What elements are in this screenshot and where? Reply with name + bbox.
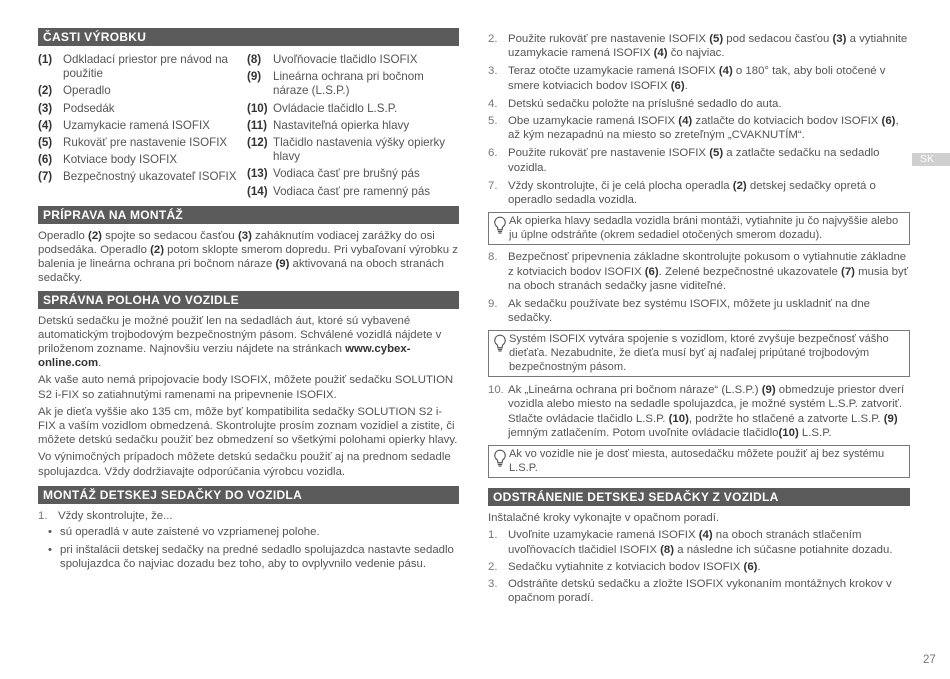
part-number: (5): [38, 136, 53, 150]
part-label: Vodiaca časť pre ramenný pás: [273, 184, 431, 198]
text: potom sklopte smerom dopredu. Pri vybaľovaní výrobku z balenia je lineárna ochrana pri bočnom náraze: [38, 244, 458, 271]
text: L.S.P.: [798, 426, 832, 439]
part-number: (10): [247, 101, 268, 115]
note-isofix: [488, 330, 910, 377]
install-step-5: [488, 114, 910, 142]
text: a vytiahnite uzamykacie ramená ISOFIX: [508, 33, 908, 60]
note-headrest: [488, 212, 910, 245]
text: Obe uzamykacie ramená ISOFIX: [508, 115, 679, 128]
step-text: [508, 250, 910, 293]
text: Teraz otočte uzamykacie ramená ISOFIX: [508, 65, 719, 78]
text: Použite rukoväť pre nastavenie ISOFIX: [508, 33, 710, 45]
text: . Zelené bezpečnostné ukazovatele: [658, 265, 842, 278]
ref: (5): [709, 147, 724, 160]
step-number: 2.: [488, 560, 498, 573]
part-label: Uzamykacie ramená ISOFIX: [63, 118, 210, 132]
position-heading: SPRÁVNA POLOHA VO VOZIDLE: [38, 291, 459, 309]
step-number: 10.: [488, 384, 504, 397]
install-step-10: [488, 383, 910, 440]
step-number: 1.: [488, 529, 498, 542]
text: Operadlo: [38, 229, 89, 242]
step-number: 8.: [488, 251, 498, 264]
install-bullet: [38, 543, 459, 571]
install-step-2: [488, 32, 910, 60]
text: detskej sedačky opretá o operadlo sedadla vozidla.: [508, 179, 876, 207]
step-text: [508, 64, 910, 92]
page-number: 27: [923, 654, 936, 666]
step-text: Detskú sedačku položte na príslušné sedadlo do auta.: [508, 97, 782, 110]
bullet-text: sú operadlá v aute zaistené vo vzpriamenej polohe.: [60, 526, 320, 539]
part-number: (13): [247, 167, 268, 181]
bullet-dot: •: [48, 544, 52, 557]
step-text: [508, 146, 910, 174]
part-number: (14): [247, 184, 268, 198]
part-item: [247, 70, 459, 98]
ref: (7): [841, 265, 855, 278]
step-text: Ak sedačku používate bez systému ISOFIX, môžete ju uskladniť na dne sedačky.: [508, 298, 870, 325]
part-number: (8): [247, 53, 262, 66]
lightbulb-icon: [491, 215, 509, 242]
parts-list-col1: [38, 53, 247, 199]
step-text: [508, 560, 910, 574]
text: Bezpečnosť pripevnenia základne skontrolujte pokusom o vytiahnutie základne z kotviacich bodov ISOFIX: [508, 251, 907, 278]
step-number: 5.: [488, 115, 498, 128]
step-number: 3.: [488, 578, 498, 591]
install-bullet: [38, 525, 459, 539]
ref: (6): [743, 560, 758, 573]
part-label: Rukoväť pre nastavenie ISOFIX: [63, 136, 228, 150]
ref: (10): [778, 426, 799, 439]
part-item: [247, 185, 459, 199]
text: zatlačte do kotviacich bodov ISOFIX: [692, 115, 882, 128]
part-item: [247, 167, 459, 181]
part-label: Operadlo: [63, 84, 111, 98]
left-column: [38, 28, 459, 572]
parts-heading: ČASTI VÝROBKU: [38, 28, 459, 46]
install-step-6: [488, 146, 910, 174]
text: jemným zatlačením. Potom uvoľnite ovládacie tlačidlo: [508, 426, 779, 439]
text: Uvoľnite uzamykacie ramená ISOFIX: [508, 529, 699, 542]
part-label: Uvoľňovacie tlačidlo ISOFIX: [273, 53, 418, 66]
part-label: Podsedák: [63, 101, 115, 115]
part-item: [38, 153, 247, 167]
ref: (5): [709, 33, 724, 45]
text: Ak „Lineárna ochrana pri bočnom náraze“ (L.S.P.): [508, 384, 762, 397]
position-paragraph-1: Detskú sedačku je možné použiť len na sedadlách áut, ktoré sú vybavené automatickým trojbodovým bezpečnostným pásom. Schválené vozidlá nájdete v priloženom zozname. Najnovšiu verziu nájdete na stránkach www.cybex-online.com.: [38, 314, 442, 370]
part-label: Kotviace body ISOFIX: [63, 153, 178, 167]
ref: (2): [732, 179, 747, 192]
ref: (6): [644, 265, 659, 278]
text: , až kým nezapadnú na miesto so zreteľným „CVAKNUTÍM“.: [508, 115, 899, 142]
part-item: [38, 53, 247, 81]
part-item: [247, 53, 459, 67]
text: a následne ich súčasne potiahnite dozadu.: [674, 543, 893, 556]
part-number: (3): [38, 101, 53, 115]
part-label: Vodiaca časť pre brušný pás: [273, 167, 420, 181]
part-label: Nastaviteľná opierka hlavy: [273, 118, 410, 132]
ref: (9): [275, 258, 290, 271]
step-text: [508, 528, 910, 556]
step-text: Vždy skontrolujte, že...: [58, 509, 173, 522]
step-text: [508, 114, 910, 142]
ref: (4): [678, 115, 693, 128]
ref: (6): [670, 79, 685, 92]
removal-step-2: [488, 560, 910, 574]
ref: (3): [237, 229, 252, 242]
part-number: (6): [38, 153, 53, 167]
text: musia byť na oboch stranách sedačky jasne viditeľné.: [508, 265, 908, 292]
ref: (2): [150, 244, 165, 257]
text: na oboch stranách stlačením uvoľňovacích tlačidiel ISOFIX: [508, 529, 862, 556]
ref: (10): [668, 412, 689, 425]
ref: (4): [698, 529, 713, 542]
part-label: Tlačidlo nastavenia výšky opierky hlavy: [273, 136, 446, 164]
text: pod sedacou časťou: [723, 33, 833, 45]
right-column: [488, 32, 910, 605]
bullet-dot: •: [48, 526, 52, 539]
part-number: (2): [38, 84, 53, 98]
note-lsp: [488, 445, 910, 478]
text: , podržte ho stlačené a zatvorte L.S.P.: [688, 412, 884, 425]
note-text: Systém ISOFIX vytvára spojenie s vozidlom, ktoré zvyšuje bezpečnosť vášho dieťaťa. Nezabudnite, že dieťa musí byť aj naďalej pripútané trojbodovým bezpečnostným pásom.: [509, 333, 889, 373]
text: Použite rukoväť pre nastavenie ISOFIX: [508, 147, 710, 160]
part-item: [247, 102, 459, 116]
text: čo najviac.: [667, 47, 725, 60]
text: Sedačku vytiahnite z kotviacich bodov ISOFIX: [508, 560, 744, 573]
text: zaháknutím vodiacej zarážky do osi podsedáka. Operadlo: [38, 229, 435, 257]
text: obmedzuje priestor dverí vozidla alebo miesto na sedadle spolujazdca, je možné systém L.S.P. zatvoriť. Stlačte ovládacie tlačidlo L.S.P.: [508, 384, 905, 425]
step-number: 2.: [488, 33, 498, 45]
removal-step-3: [488, 577, 910, 605]
part-label: Ovládacie tlačidlo L.S.P.: [273, 101, 398, 115]
step-text: Odstráňte detskú sedačku a zložte ISOFIX vykonaním montážnych krokov v opačnom poradí.: [508, 578, 892, 605]
step-number: 3.: [488, 65, 498, 78]
text: .: [757, 560, 761, 573]
part-item: [38, 84, 247, 98]
ref: (4): [718, 65, 733, 78]
removal-heading: ODSTRÁNENIE DETSKEJ SEDAČKY Z VOZIDLA: [488, 488, 910, 506]
install-step-1: [38, 509, 459, 523]
part-number: (4): [38, 118, 53, 132]
step-number: 1.: [38, 509, 48, 522]
preparation-text: [38, 229, 459, 286]
part-number: (9): [247, 70, 262, 84]
lightbulb-icon: [491, 333, 509, 374]
text: aktivovaná na oboch stranách sedačky.: [38, 258, 444, 285]
text: Vždy skontrolujte, či je celá plocha operadla: [508, 179, 733, 192]
language-tab: SK: [912, 153, 950, 166]
install-step-8: [488, 250, 910, 293]
ref: (9): [761, 384, 776, 397]
preparation-heading: PRÍPRAVA NA MONTÁŽ: [38, 206, 459, 224]
part-number: (7): [38, 170, 53, 184]
part-label: Odkladací priestor pre návod na použitie: [63, 53, 228, 81]
ref: (3): [832, 33, 847, 45]
ref: (9): [883, 412, 898, 425]
step-number: 4.: [488, 97, 498, 110]
step-text: [508, 32, 910, 60]
installation-heading: MONTÁŽ DETSKEJ SEDAČKY DO VOZIDLA: [38, 486, 459, 504]
part-item: [38, 102, 247, 116]
website-link[interactable]: www.cybex-online.com: [38, 343, 411, 370]
position-paragraph-2: Ak vaše auto nemá pripojovacie body ISOFIX, môžete použiť sedačku SOLUTION S2 i-FIX so zatiahnutými ramenami na pripevnenie ISOFIX.: [38, 374, 454, 401]
step-number: 7.: [488, 179, 498, 192]
part-number: (12): [247, 136, 268, 150]
step-text: [508, 179, 910, 207]
install-step-4: [488, 97, 910, 111]
install-step-7: [488, 179, 910, 207]
removal-intro: Inštalačné kroky vykonajte v opačnom poradí.: [488, 512, 720, 525]
removal-step-1: [488, 528, 910, 556]
ref: (8): [660, 543, 675, 556]
install-step-9: [488, 297, 910, 325]
parts-list-col2: [247, 53, 459, 199]
position-paragraph-3: Ak je dieťa vyššie ako 135 cm, môže byť kompatibilita sedačky SOLUTION S2 i-FIX a vaším vozidlom obmedzená. Skontrolujte prosím zoznam vozidiel a zistite, či môžete detskú sedačku použiť bez obmedzení so všetkými polohami opierky hlavy.: [38, 405, 458, 447]
position-paragraph-4: Vo výnimočných prípadoch môžete detskú sedačku použiť aj na prednom sedadle spolujazdca. Vždy dodržiavajte odporúčania výrobcu vozidla.: [38, 451, 451, 478]
text: .: [684, 79, 688, 92]
install-step-3: [488, 64, 910, 92]
part-item: [38, 136, 247, 150]
step-number: 6.: [488, 147, 498, 160]
part-item: [247, 119, 459, 133]
part-label: Bezpečnostný ukazovateľ ISOFIX: [63, 170, 237, 184]
note-text: Ak opierka hlavy sedadla vozidla bráni montáži, vytiahnite ju čo najvyššie alebo ju úplne odstráňte (okrem sedadiel otočených smerom dozadu).: [509, 215, 899, 241]
part-item: [247, 136, 459, 164]
part-number: (1): [38, 53, 53, 66]
text: Detskú sedačku je možné použiť len na sedadlách áut, ktoré sú vybavené automatickým trojbodovým bezpečnostným pásom. Schválené vozidlá nájdete v priloženom zozname. Najnovšiu verziu nájdete na stránkach: [38, 314, 442, 356]
text: o 180° tak, aby boli otočené v smere kotviacich bodov ISOFIX: [508, 65, 886, 92]
note-text: Ak vo vozidle nie je dosť miesta, autosedačku môžete použiť aj bez systému L.S.P.: [509, 448, 885, 474]
lightbulb-icon: [491, 448, 509, 475]
bullet-text: pri inštalácii detskej sedačky na predné sedadlo spolujazdca nastavte sedadlo spolujazdca čo najviac dozadu bez toho, aby to ovplyvnilo vedenie pásu.: [60, 544, 454, 571]
text: spojte so sedacou časťou: [101, 229, 238, 242]
part-item: [38, 119, 247, 133]
ref: (2): [88, 229, 102, 242]
text: a zatlačte sedačku na sedadlo vozidla.: [508, 147, 880, 174]
step-number: 9.: [488, 298, 498, 311]
part-item: [38, 170, 247, 184]
parts-list: [38, 53, 459, 199]
ref: (6): [881, 115, 896, 128]
part-number: (11): [247, 118, 267, 132]
ref: (4): [653, 47, 668, 60]
step-text: [508, 383, 910, 440]
part-label: Lineárna ochrana pri bočnom náraze (L.S.P.): [273, 70, 424, 98]
